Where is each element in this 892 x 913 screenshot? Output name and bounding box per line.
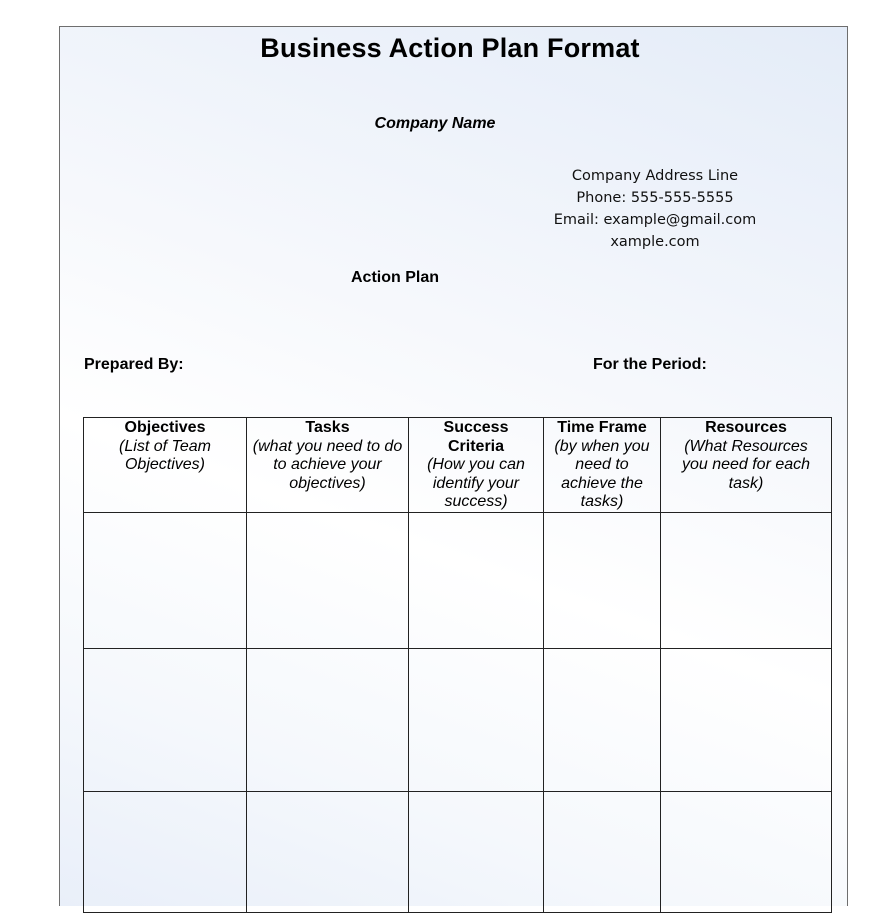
email-line: Email: example@gmail.com — [553, 212, 757, 228]
table-cell[interactable] — [661, 791, 832, 912]
company-name: Company Name — [374, 115, 496, 132]
table-cell[interactable] — [84, 791, 247, 912]
table-row — [84, 648, 832, 791]
column-subtext: (How you can identify your success) — [427, 456, 525, 510]
company-address-block — [535, 165, 775, 253]
table-cell[interactable] — [247, 791, 409, 912]
table-cell[interactable] — [544, 512, 661, 648]
action-plan-table — [83, 417, 832, 913]
document-page — [59, 26, 848, 906]
header-tasks — [247, 418, 409, 513]
address-line: Company Address Line — [571, 168, 739, 184]
column-heading: Tasks — [305, 419, 350, 436]
table-cell[interactable] — [544, 648, 661, 791]
column-heading: Objectives — [124, 419, 206, 436]
column-heading: Success Criteria — [443, 419, 509, 455]
table-cell[interactable] — [409, 512, 544, 648]
table-cell[interactable] — [409, 648, 544, 791]
table-cell[interactable] — [247, 512, 409, 648]
table-row — [84, 512, 832, 648]
table-cell[interactable] — [247, 648, 409, 791]
table-cell[interactable] — [84, 648, 247, 791]
table-cell[interactable] — [661, 512, 832, 648]
table-header-row — [84, 418, 832, 513]
document-title: Business Action Plan Format — [260, 33, 640, 63]
header-time-frame — [544, 418, 661, 513]
header-success-criteria — [409, 418, 544, 513]
column-subtext: (what you need to do to achieve your objectives) — [252, 437, 403, 492]
table-row — [84, 791, 832, 912]
header-objectives — [84, 418, 247, 513]
table-cell[interactable] — [84, 512, 247, 648]
table-cell[interactable] — [544, 791, 661, 912]
action-plan-heading: Action Plan — [350, 269, 439, 286]
table-cell[interactable] — [661, 648, 832, 791]
prepared-by-label: Prepared By: — [84, 356, 184, 373]
column-subtext: (List of Team Objectives) — [119, 437, 211, 473]
column-subtext: (by when you need to achieve the tasks) — [554, 437, 650, 510]
column-subtext: (What Resources you need for each task) — [681, 437, 811, 492]
column-heading: Time Frame — [557, 419, 647, 436]
header-resources — [661, 418, 832, 513]
period-label: For the Period: — [593, 356, 707, 373]
column-heading: Resources — [705, 419, 787, 436]
website-line: xample.com — [610, 234, 700, 250]
table-cell[interactable] — [409, 791, 544, 912]
phone-line: Phone: 555-555-5555 — [576, 190, 734, 206]
